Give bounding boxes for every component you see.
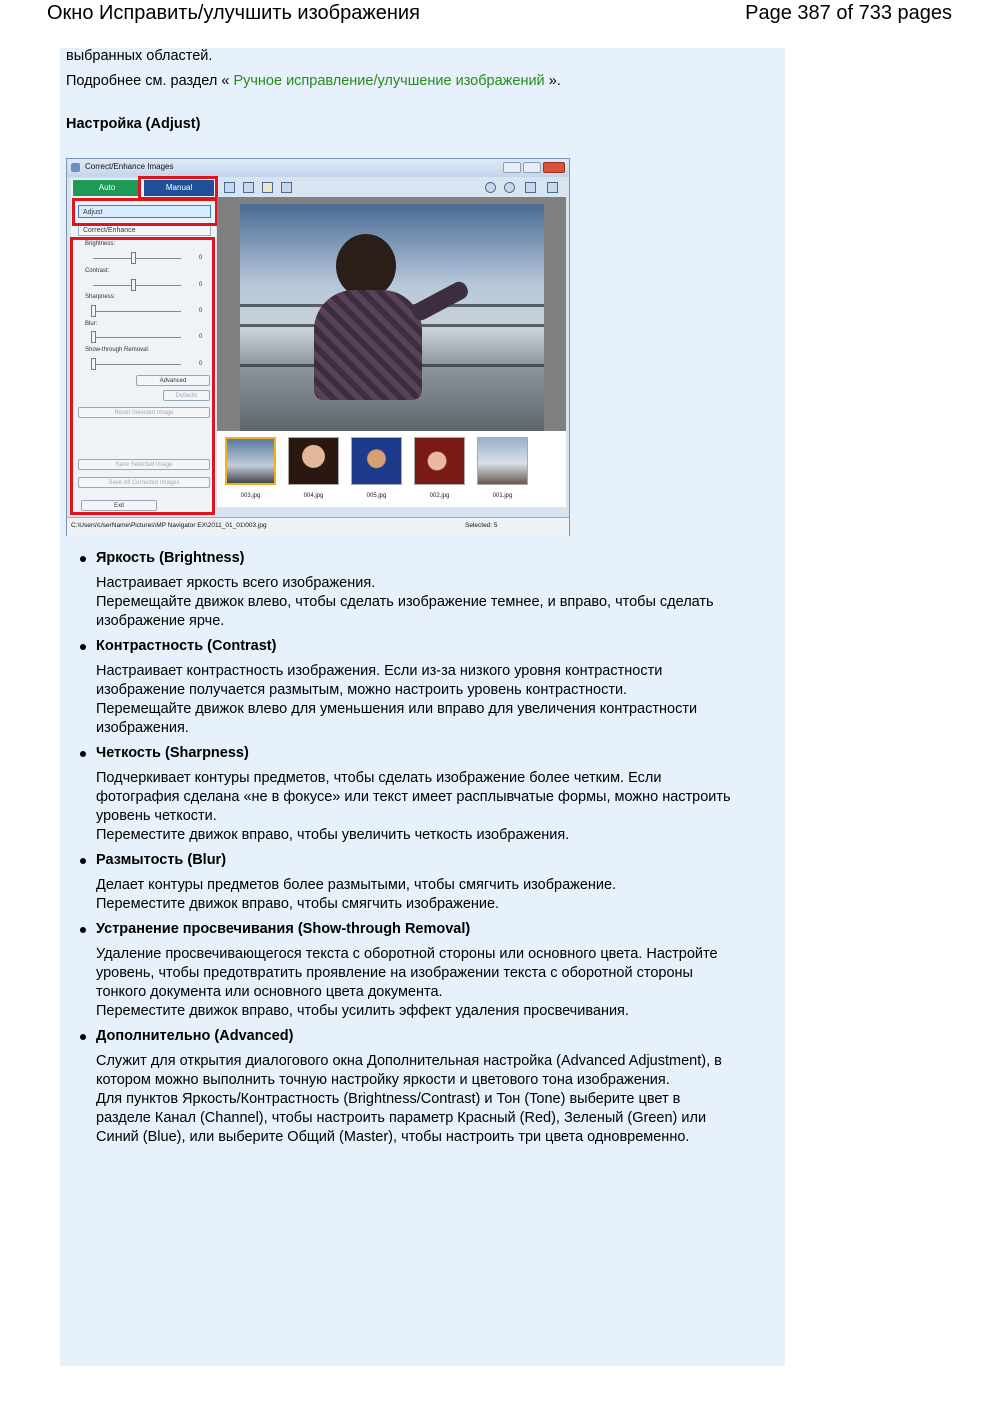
dialog-screenshot bbox=[66, 158, 570, 536]
item-title: Контрастность (Contrast) bbox=[96, 638, 277, 654]
item-title: Яркость (Brightness) bbox=[96, 550, 245, 566]
rotate-right-icon[interactable] bbox=[243, 182, 254, 193]
contrast-value: 0 bbox=[199, 282, 203, 288]
brightness-label: Brightness: bbox=[85, 241, 116, 247]
child-head bbox=[336, 234, 396, 298]
page-counter: Page 387 of 733 pages bbox=[745, 2, 952, 24]
minimize-icon[interactable] bbox=[503, 162, 521, 173]
thumbnail-item[interactable] bbox=[477, 437, 528, 485]
reference-suffix: ». bbox=[548, 73, 561, 89]
blur-value: 0 bbox=[199, 334, 203, 340]
item-text-line: Переместите движок вправо, чтобы усилить эффект удаления просвечивания. bbox=[96, 1003, 629, 1019]
sharpness-label: Sharpness: bbox=[85, 294, 116, 300]
item-text-line: Перемещайте движок влево для уменьшения или вправо для увеличения контрастности bbox=[96, 701, 698, 717]
compare-icon[interactable] bbox=[547, 182, 558, 193]
bullet-icon bbox=[80, 927, 86, 933]
item-text-line: тонкого документа или основного цвета документа. bbox=[96, 984, 443, 1000]
item-text-line: уровень, чтобы предотвратить проявление на изображении текста с оборотной стороны bbox=[96, 965, 693, 981]
brightness-value: 0 bbox=[199, 255, 203, 261]
image-preview bbox=[217, 197, 566, 431]
item-text-line: изображение ярче. bbox=[96, 613, 225, 629]
item-text-line: Подчеркивает контуры предметов, чтобы сделать изображение более четким. Если bbox=[96, 770, 662, 786]
zoom-out-icon[interactable] bbox=[504, 182, 515, 193]
bullet-icon bbox=[80, 1034, 86, 1040]
full-screen-icon[interactable] bbox=[525, 182, 536, 193]
reset-selected-button[interactable]: Reset Selected Image bbox=[78, 407, 210, 418]
item-text-line: котором можно выполнить точную настройку яркости и цветового тона изображения. bbox=[96, 1072, 670, 1088]
adjust-button[interactable]: Adjust bbox=[78, 205, 211, 218]
maximize-icon[interactable] bbox=[523, 162, 541, 173]
item-text-line: Удаление просвечивающегося текста с оборотной стороны или основного цвета. Настройте bbox=[96, 946, 718, 962]
item-text-line: разделе Канал (Channel), чтобы настроить параметр Красный (Red), Зеленый (Green) или bbox=[96, 1110, 707, 1126]
status-path: C:\Users\UserName\Pictures\MP Navigator EX\2011_01_01\003.jpg bbox=[71, 522, 267, 529]
thumbnail-caption: 002.jpg bbox=[429, 493, 450, 499]
thumbnail-item[interactable] bbox=[225, 437, 276, 485]
item-title: Устранение просвечивания (Show-through Removal) bbox=[96, 921, 471, 937]
bullet-icon bbox=[80, 858, 86, 864]
tab-auto[interactable]: Auto bbox=[73, 180, 141, 196]
thumbnail-strip bbox=[217, 431, 566, 507]
item-text-line: Для пунктов Яркость/Контрастность (Brightness/Contrast) и Тон (Tone) выберите цвет в bbox=[96, 1091, 681, 1107]
intro-line: выбранных областей. bbox=[66, 48, 213, 64]
defaults-button[interactable]: Defaults bbox=[163, 390, 210, 401]
thumbnail-caption: 003.jpg bbox=[240, 493, 261, 499]
reference-prefix: Подробнее см. раздел « bbox=[66, 73, 230, 89]
adjust-highlight bbox=[72, 198, 218, 226]
item-text-line: фотография сделана «не в фокусе» или текст имеет расплывчатые формы, можно настроить bbox=[96, 789, 731, 805]
status-bar bbox=[67, 517, 569, 536]
section-heading: Настройка (Adjust) bbox=[66, 116, 201, 132]
show-through-value: 0 bbox=[199, 361, 203, 367]
exit-button[interactable]: Exit bbox=[81, 500, 157, 511]
blur-label: Blur: bbox=[85, 321, 98, 327]
settings-highlight bbox=[70, 237, 215, 515]
bullet-icon bbox=[80, 644, 86, 650]
item-text-line: Служит для открытия диалогового окна Дополнительная настройка (Advanced Adjustment), в bbox=[96, 1053, 722, 1069]
page-title: Окно Исправить/улучшить изображения bbox=[47, 2, 420, 24]
item-text-line: изображения. bbox=[96, 720, 189, 736]
rotate-left-icon[interactable] bbox=[224, 182, 235, 193]
thumbnail-item[interactable] bbox=[414, 437, 465, 485]
save-all-button[interactable]: Save All Corrected Images bbox=[78, 477, 210, 488]
tab-manual[interactable]: Manual bbox=[144, 180, 214, 196]
thumbnail-caption: 001.jpg bbox=[492, 493, 513, 499]
status-selected: Selected: 5 bbox=[465, 522, 498, 529]
item-text-line: Делает контуры предметов более размытыми, чтобы смягчить изображение. bbox=[96, 877, 617, 893]
thumbnail-caption: 005.jpg bbox=[366, 493, 387, 499]
item-title: Размытость (Blur) bbox=[96, 852, 227, 868]
crop-icon[interactable] bbox=[281, 182, 292, 193]
item-text-line: изображение получается размытым, можно настроить уровень контрастности. bbox=[96, 682, 628, 698]
preview-photo bbox=[240, 204, 544, 432]
save-selected-button[interactable]: Save Selected Image bbox=[78, 459, 210, 470]
thumbnail-item[interactable] bbox=[288, 437, 339, 485]
item-text-line: уровень четкости. bbox=[96, 808, 217, 824]
contrast-label: Contrast: bbox=[85, 268, 110, 274]
item-title: Четкость (Sharpness) bbox=[96, 745, 249, 761]
sharpness-value: 0 bbox=[199, 308, 203, 314]
manual-highlight bbox=[138, 176, 218, 200]
window-titlebar bbox=[67, 159, 569, 177]
close-icon[interactable] bbox=[543, 162, 565, 173]
reference-link[interactable]: Ручное исправление/улучшение изображений bbox=[233, 73, 545, 89]
app-icon bbox=[71, 163, 80, 172]
item-text-line: Переместите движок вправо, чтобы увеличить четкость изображения. bbox=[96, 827, 570, 843]
correct-enhance-button[interactable]: Correct/Enhance bbox=[78, 223, 211, 236]
zoom-in-icon[interactable] bbox=[485, 182, 496, 193]
show-through-label: Show-through Removal: bbox=[85, 347, 150, 353]
item-text-line: Переместите движок вправо, чтобы смягчить изображение. bbox=[96, 896, 500, 912]
item-title: Дополнительно (Advanced) bbox=[96, 1028, 294, 1044]
item-text-line: Настраивает контрастность изображения. Если из-за низкого уровня контрастности bbox=[96, 663, 663, 679]
child-arm bbox=[409, 279, 470, 323]
advanced-button[interactable]: Advanced bbox=[136, 375, 210, 386]
invert-icon[interactable] bbox=[262, 182, 273, 193]
item-text-line: Перемещайте движок влево, чтобы сделать изображение темнее, и вправо, чтобы сделать bbox=[96, 594, 714, 610]
bullet-icon bbox=[80, 751, 86, 757]
window-title: Correct/Enhance Images bbox=[85, 162, 174, 171]
child-body bbox=[314, 290, 422, 400]
thumbnail-caption: 004.jpg bbox=[303, 493, 324, 499]
intro-reference bbox=[66, 72, 561, 91]
item-text-line: Настраивает яркость всего изображения. bbox=[96, 575, 376, 591]
thumbnail-item[interactable] bbox=[351, 437, 402, 485]
item-text-line: Синий (Blue), или выберите Общий (Master), чтобы настроить три цвета одновременно. bbox=[96, 1129, 690, 1145]
image-toolbar bbox=[219, 179, 567, 197]
bullet-icon bbox=[80, 556, 86, 562]
